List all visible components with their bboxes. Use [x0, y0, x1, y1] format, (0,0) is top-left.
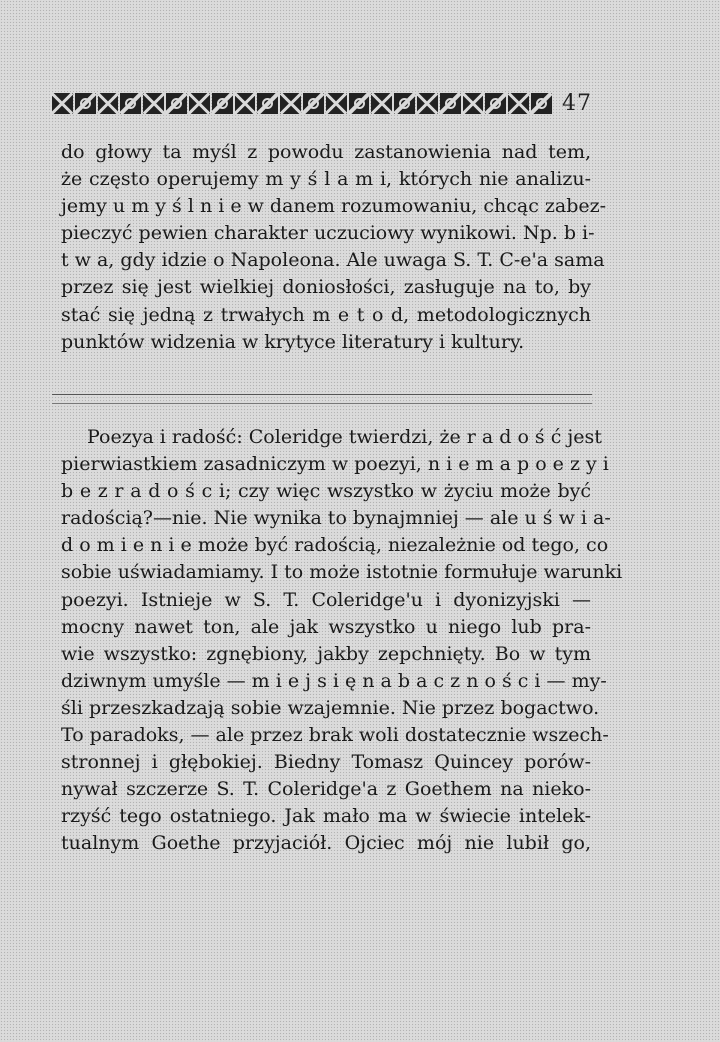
text-line: stronnej i głębokiej. Biedny Tomasz Quincey porów- — [61, 751, 591, 774]
text-line: radością?—nie. Nie wynika to bynajmniej — ale u ś w i a- — [61, 507, 611, 530]
paragraph-2 — [61, 424, 623, 858]
text-line: mocny nawet ton, ale jak wszystko u niego lub pra- — [61, 615, 591, 638]
ornament-tile — [212, 93, 233, 114]
text-line: b e z r a d o ś c i; czy więc wszystko w życiu może być — [61, 480, 591, 503]
text-line: t w a, gdy idzie o Napoleona. Ale uwaga S. T. C-e'a sama — [61, 249, 605, 272]
ornament-tile — [485, 93, 506, 114]
text-line: d o m i e n i e może być radością, niezależnie od tego, co — [61, 534, 609, 557]
ornament-tile — [235, 93, 256, 114]
text-line: Poezya i radość: Coleridge twierdzi, że r a d o ś ć jest — [87, 426, 602, 448]
ornament-tile — [463, 93, 484, 114]
ornament-tile — [143, 93, 164, 114]
text-line: To paradoks, — ale przez brak woli dostatecznie wszech- — [61, 724, 609, 747]
text-line: poezyi. Istnieje w S. T. Coleridge'u i dyonizyjski — — [61, 588, 591, 611]
section-divider — [52, 403, 592, 404]
ornament-tile — [98, 93, 119, 114]
text-line: do głowy ta myśl z powodu zastanowienia nad tem, — [61, 141, 591, 163]
ornamental-border — [52, 93, 552, 115]
text-line: śli przeszkadzają sobie wzajemnie. Nie przez bogactwo. — [61, 696, 600, 719]
text-line: nywał szczerze S. T. Coleridge'a z Goethem na nieko- — [61, 778, 591, 801]
text-line: wie wszystko: zgnębiony, jakby zepchnięty. Bo w tym — [61, 642, 591, 665]
text-line: jemy u m y ś l n i e w danem rozumowaniu, chcąc zabez- — [61, 195, 607, 218]
ornament-tile — [257, 93, 278, 114]
ornament-tile — [508, 93, 529, 114]
ornament-tile — [326, 93, 347, 114]
text-line: pieczyć pewien charakter uczuciowy wynikowi. Np. b i- — [61, 222, 595, 245]
text-line: dziwnym umyśle — m i e j s i ę n a b a c z n o ś c i — my- — [61, 669, 607, 692]
ornament-tile — [189, 93, 210, 114]
text-line: punktów widzenia w krytyce literatury i kultury. — [61, 330, 525, 353]
ornament-tile — [166, 93, 187, 114]
text-line: przez się jest wielkiej doniosłości, zasługuje na to, by — [61, 276, 591, 299]
section-divider — [52, 394, 592, 395]
ornament-tile — [417, 93, 438, 114]
ornament-tile — [371, 93, 392, 114]
text-line: pierwiastkiem zasadniczym w poezyi, n i e m a p o e z y i — [61, 453, 609, 476]
ornament-tile — [349, 93, 370, 114]
ornament-tile — [440, 93, 461, 114]
text-line: stać się jedną z trwałych m e t o d, metodologicznych — [61, 303, 591, 326]
page-header — [52, 92, 592, 116]
text-line: rzyść tego ostatniego. Jak mało ma w świecie intelek- — [61, 805, 591, 828]
text-line: tualnym Goethe przyjaciół. Ojciec mój nie lubił go, — [61, 832, 591, 855]
ornament-tile — [303, 93, 324, 114]
ornament-tile — [394, 93, 415, 114]
ornament-tile — [531, 93, 552, 114]
paragraph-1 — [61, 139, 607, 356]
page-number: 47 — [562, 91, 592, 116]
text-line: że często operujemy m y ś l a m i, których nie analizu- — [61, 168, 591, 191]
ornament-tile — [52, 93, 73, 114]
ornament-tile — [75, 93, 96, 114]
ornament-tile — [280, 93, 301, 114]
ornament-tile — [120, 93, 141, 114]
text-line: sobie uświadamiamy. I to może istotnie formułuje warunki — [61, 561, 623, 584]
